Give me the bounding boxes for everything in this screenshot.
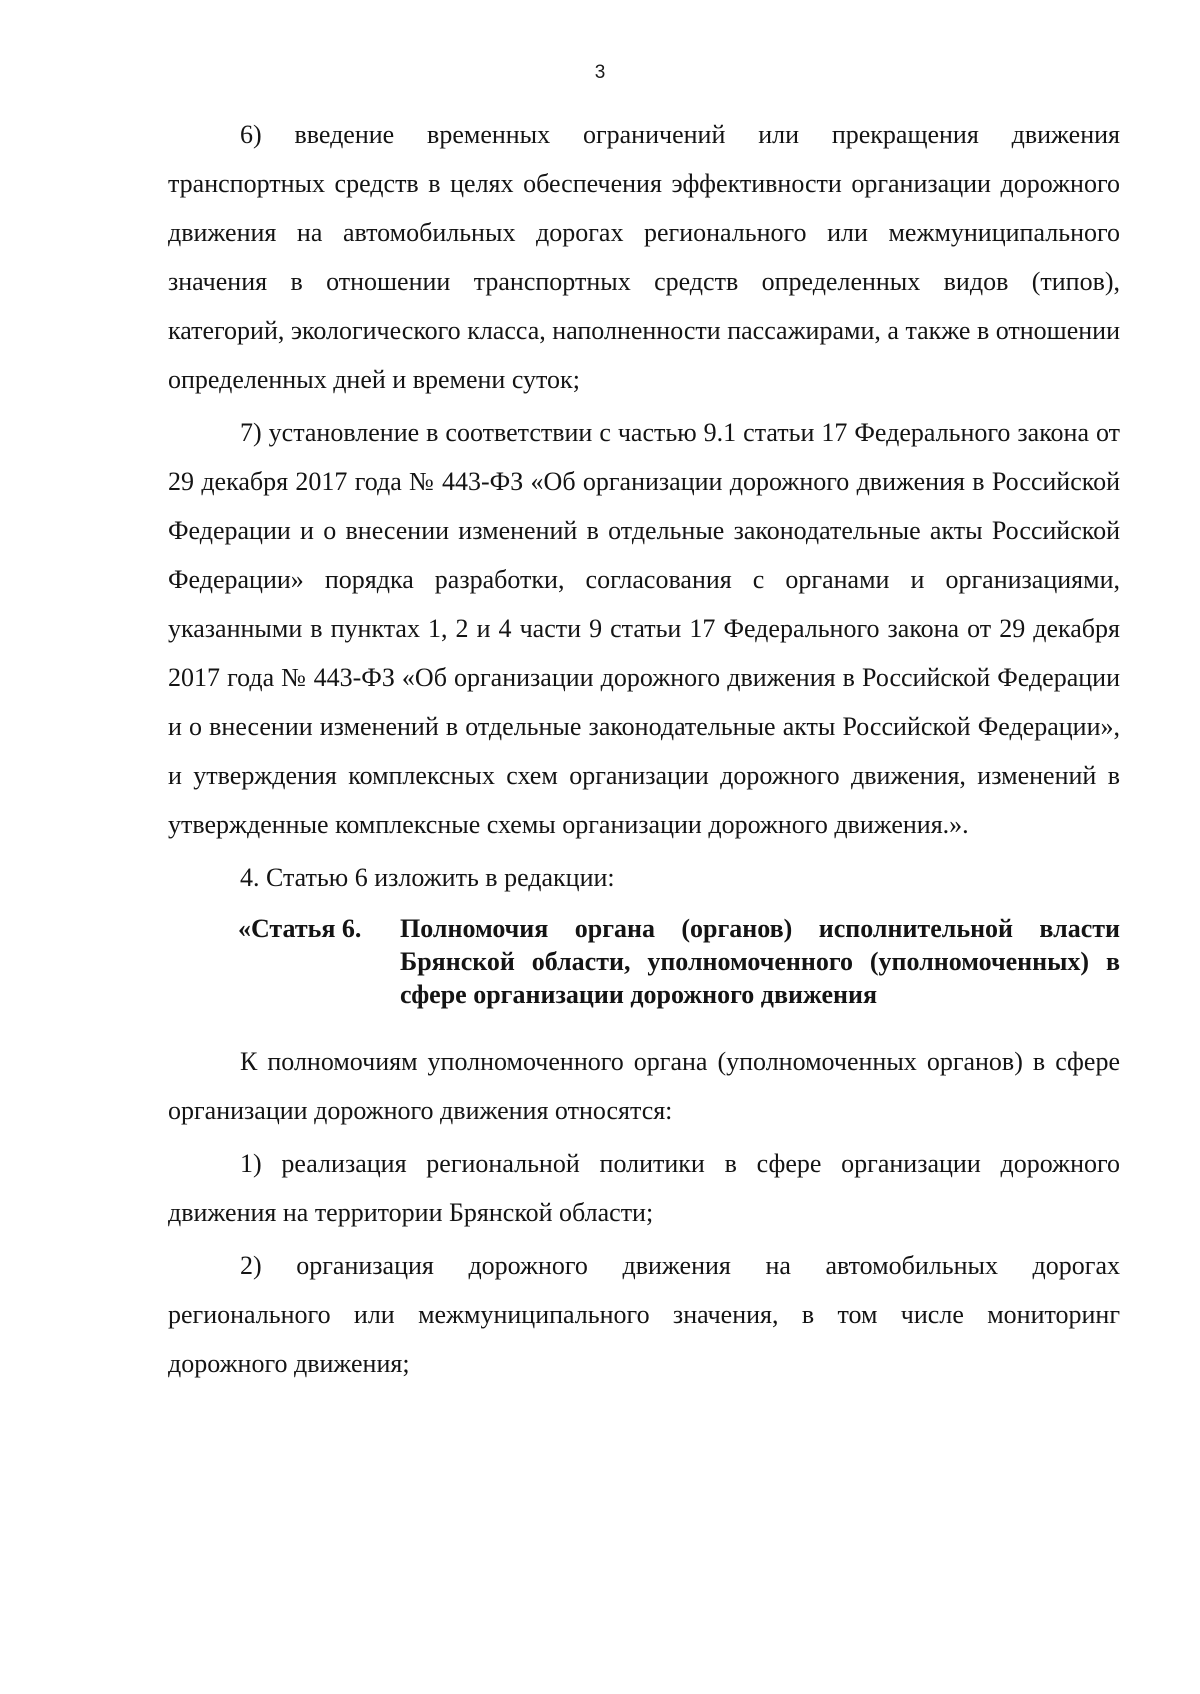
article-heading — [168, 912, 1120, 1011]
article-title: Полномочия органа (органов) исполнительной власти Брянской области, уполномоченного (уполномоченных) в сфере организации дорожного движения — [400, 914, 1120, 1009]
page-number: 3 — [594, 62, 606, 83]
paragraph-section-4: 4. Статью 6 изложить в редакции: — [240, 863, 615, 892]
article-item-2: 2) организация дорожного движения на автомобильных дорогах регионального или межмуниципального значения, в том числе мониторинг дорожного движения; — [168, 1251, 1120, 1378]
article-item-1: 1) реализация региональной политики в сфере организации дорожного движения на территории Брянской области; — [168, 1149, 1120, 1227]
paragraph-item-7: 7) установление в соответствии с частью 9.1 статьи 17 Федерального закона от 29 декабря 2017 года № 443-ФЗ «Об организации дорожного движения в Российской Федерации и о внесении изменений в отдельные законодательные акты Российской Федерации» порядка разработки, согласования с органами и организациями, указанными в пунктах 1, 2 и 4 части 9 статьи 17 Федерального закона от 29 декабря 2017 года № 443-ФЗ «Об организации дорожного движения в Российской Федерации и о внесении изменений в отдельные законодательные акты Российской Федерации», и утверждения комплексных схем организации дорожного движения, изменений в утвержденные комплексные схемы организации дорожного движения.». — [168, 418, 1120, 839]
paragraph-item-6: 6) введение временных ограничений или прекращения движения транспортных средств в целях обеспечения эффективности организации дорожного движения на автомобильных дорогах регионального или межмуниципального значения в отношении транспортных средств определенных видов (типов), категорий, экологического класса, наполненности пассажирами, а также в отношении определенных дней и времени суток; — [168, 120, 1120, 394]
article-intro: К полномочиям уполномоченного органа (уполномоченных органов) в сфере организации дорожного движения относятся: — [168, 1047, 1120, 1125]
document-body — [168, 110, 1120, 1388]
article-number: «Статья 6. — [238, 914, 362, 943]
